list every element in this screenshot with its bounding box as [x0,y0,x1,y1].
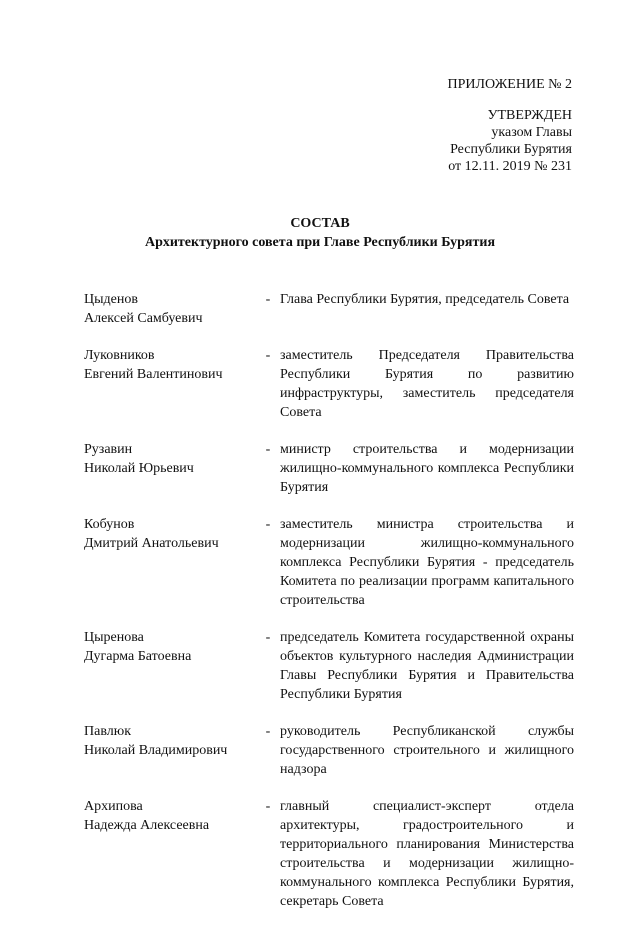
members-list [84,290,574,929]
separator-dash: - [265,630,271,645]
member-role: министр строительства и модернизации жилищно-коммунального комплекса Республики Бурятия [280,442,574,495]
member-given-name: Алексей Самбуевич [84,311,203,326]
member-given-name: Дмитрий Анатольевич [84,536,219,551]
member-row [84,346,574,422]
member-row [84,722,574,779]
member-surname: Архипова [84,799,143,814]
approval-line-1: УТВЕРЖДЕН [487,108,572,123]
member-row [84,440,574,497]
separator-dash: - [265,442,271,457]
member-name [84,346,262,384]
member-row [84,797,574,911]
member-name [84,628,262,666]
member-name [84,722,262,760]
separator-dash: - [265,724,271,739]
member-name [84,290,262,328]
approval-line-2: указом Главы [491,125,572,140]
member-row [84,628,574,704]
title-main: СОСТАВ [290,216,350,231]
member-role: заместитель министра строительства и модернизации жилищно-коммунального комплекса Республики Бурятия - председатель Комитета по реализации программ капитального строительства [280,517,574,608]
member-given-name: Надежда Алексеевна [84,818,210,833]
member-name [84,440,262,478]
member-given-name: Николай Владимирович [84,743,228,758]
member-row [84,515,574,610]
member-name [84,515,262,553]
member-given-name: Евгений Валентинович [84,367,223,382]
member-surname: Цыденов [84,292,138,307]
separator-dash: - [265,292,271,307]
member-role: Глава Республики Бурятия, председатель Совета [280,292,570,307]
separator-dash: - [265,799,271,814]
member-given-name: Николай Юрьевич [84,461,194,476]
member-role: председатель Комитета государственной охраны объектов культурного наследия Администрации Главы Республики Бурятия и Правительства Республики Бурятия [280,630,574,702]
member-surname: Павлюк [84,724,131,739]
member-surname: Цыренова [84,630,144,645]
approval-stamp [448,107,572,175]
appendix-number: ПРИЛОЖЕНИЕ № 2 [447,77,572,92]
separator-dash: - [265,517,271,532]
approval-line-4: от 12.11. 2019 № 231 [448,159,572,174]
document-title [0,214,640,252]
separator-dash: - [265,348,271,363]
member-role: заместитель Председателя Правительства Республики Бурятия по развитию инфраструктуры, заместитель председателя Совета [280,348,574,420]
member-row [84,290,574,328]
member-role: руководитель Республиканской службы государственного строительного и жилищного надзора [280,724,574,777]
approval-line-3: Республики Бурятия [450,142,572,157]
member-surname: Кобунов [84,517,135,532]
member-name [84,797,262,835]
member-given-name: Дугарма Батоевна [84,649,192,664]
member-surname: Рузавин [84,442,133,457]
member-surname: Луковников [84,348,155,363]
member-role: главный специалист-эксперт отдела архитектуры, градостроительного и территориального планирования Министерства строительства и модернизации жилищно-коммунального комплекса Республики Бурятия, секретарь Совета [280,799,574,909]
title-sub: Архитектурного совета при Главе Республики Бурятия [144,235,496,250]
